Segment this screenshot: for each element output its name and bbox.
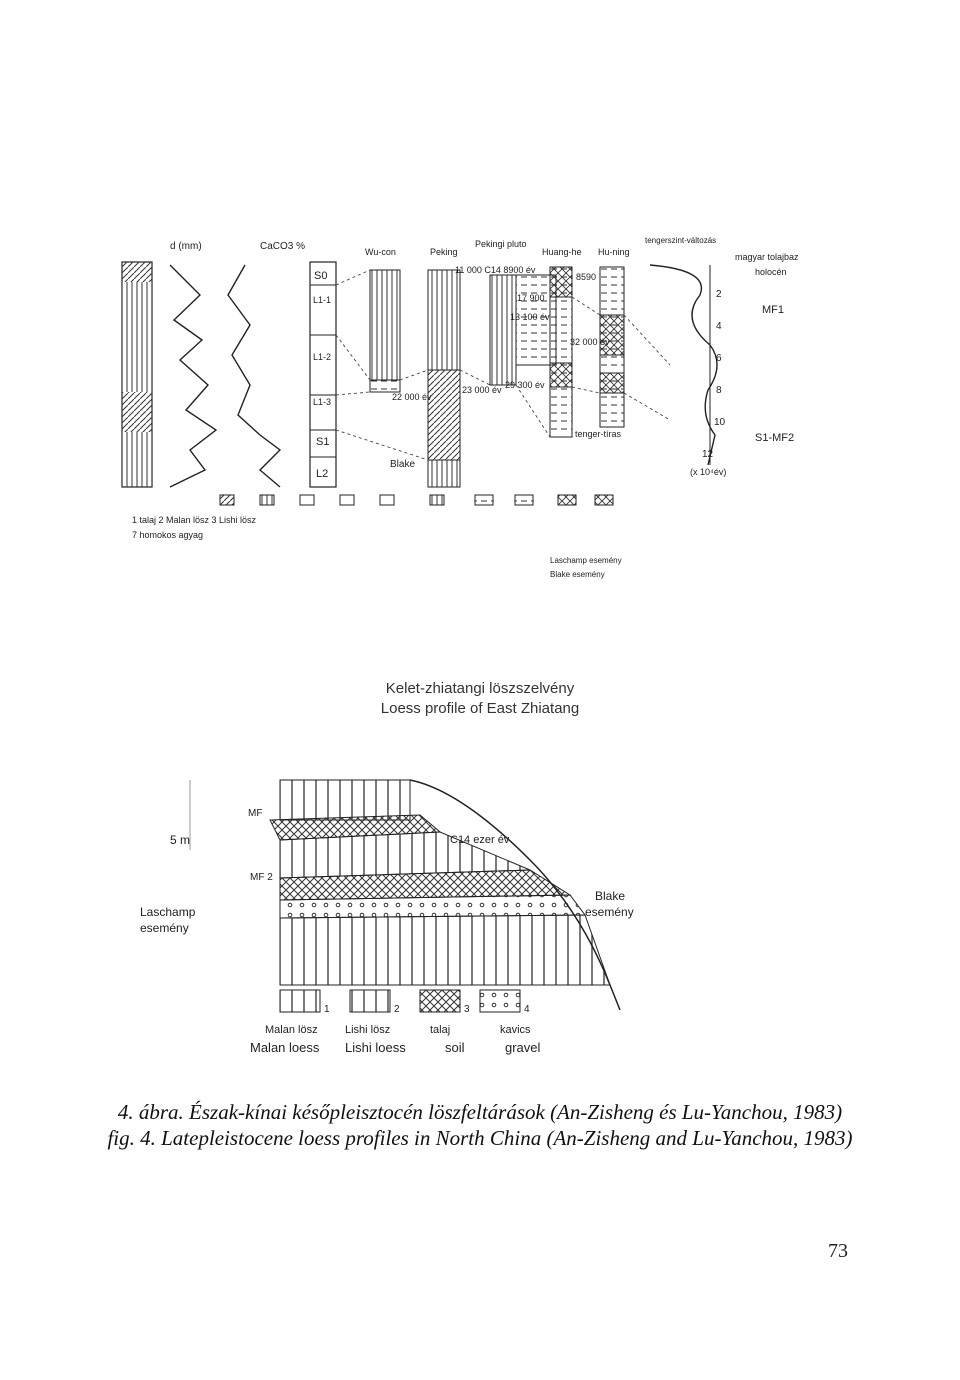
head-peking: Peking: [430, 247, 458, 257]
label-s1: S1: [316, 436, 330, 448]
profile-title-en: Loess profile of East Zhiatang: [380, 700, 580, 717]
label-l2: L2: [316, 468, 329, 480]
legend-line-2: 7 homokos agyag: [132, 530, 204, 540]
profile-title-hu: Kelet-zhiatangi löszszelvény: [385, 680, 575, 697]
laschamp-line-2: esemény: [140, 921, 189, 935]
legend-hu-1: Malan lösz: [265, 1024, 318, 1036]
legend-line-1: 1 talaj 2 Malan lösz 3 Lishi lösz: [132, 515, 257, 525]
date-8590: 8590: [576, 272, 597, 282]
depth-tick-6: 6: [716, 353, 722, 364]
scale-5m: 5 m: [170, 833, 191, 847]
date-32000: 32 000 év: [570, 337, 610, 347]
head-sealevel: tengerszint-változás: [645, 236, 717, 245]
date-23000: 23 000 év: [462, 385, 502, 395]
legend-line-3: Laschamp esemény: [550, 556, 622, 565]
head-huning: Hu-ning: [598, 247, 630, 257]
head-caco3: CaCO3 %: [260, 241, 306, 252]
legend-line-4: Blake esemény: [550, 570, 605, 579]
legend-en-2: Lishi loess: [345, 1040, 406, 1055]
legend-num-2: 2: [394, 1004, 400, 1015]
depth-tick-2: 2: [716, 289, 722, 300]
legend-en-3: soil: [445, 1040, 465, 1055]
head-huanghe: Huang-he: [542, 247, 582, 257]
head-wucon: Wu-con: [365, 247, 396, 257]
head-grain-size: d (mm): [170, 241, 202, 252]
blake-label: Blake: [390, 459, 416, 470]
regression-label: tenger-tíras: [575, 429, 622, 439]
legend-en-4: gravel: [505, 1040, 541, 1055]
legend-num-3: 3: [464, 1004, 470, 1015]
page-number: 73: [828, 1240, 848, 1262]
c14-note: C14 ezer év: [450, 834, 510, 846]
blake-line-1: Blake: [595, 889, 626, 903]
depth-tick-12: 12: [702, 449, 714, 460]
blake-line-2: esemény: [585, 905, 634, 919]
date-c14-8900: 11 000 C14 8900 év: [455, 265, 536, 275]
depth-tick-8: 8: [716, 385, 722, 396]
label-mf2: MF 2: [250, 872, 273, 883]
right-label-mf1: MF1: [762, 304, 784, 316]
date-29300: 29 300 év: [505, 380, 545, 390]
top-profile-diagram: [110, 225, 830, 605]
date-22000: 22 000 év: [392, 392, 432, 402]
legend-hu-2: Lishi lösz: [345, 1024, 391, 1036]
depth-unit: (x 10⁴év): [690, 467, 727, 477]
label-mf: MF: [248, 808, 263, 819]
legend-hu-3: talaj: [430, 1024, 451, 1036]
date-13100: 13 100 év: [510, 312, 550, 322]
bottom-profile-diagram: [130, 750, 690, 1070]
legend-num-4: 4: [524, 1004, 530, 1015]
caption-en: fig. 4. Latepleistocene loess profiles in North China (An-Zisheng and Lu-Yanchou, 1983): [107, 1126, 853, 1150]
legend-hu-4: kavics: [500, 1024, 531, 1036]
right-label-1: holocén: [755, 267, 787, 277]
legend-en-1: Malan loess: [250, 1040, 320, 1055]
date-17900: 17 900: [517, 293, 545, 303]
label-l1-3: L1-3: [313, 397, 332, 407]
laschamp-line-1: Laschamp: [140, 905, 196, 919]
right-label-0: magyar tolajbaz: [735, 252, 799, 262]
head-pluto: Pekingi pluto: [475, 239, 527, 249]
depth-tick-4: 4: [716, 321, 722, 332]
label-l1-2: L1-2: [313, 352, 332, 362]
legend-num-1: 1: [324, 1004, 330, 1015]
label-l1-1: L1-1: [313, 295, 332, 305]
caption-hu: 4. ábra. Észak-kínai későpleisztocén löszfeltárások (An-Zisheng és Lu-Yanchou, 1983): [117, 1100, 843, 1124]
depth-tick-10: 10: [714, 417, 726, 428]
right-label-s1mf2: S1-MF2: [755, 432, 795, 444]
label-s0: S0: [314, 270, 328, 282]
